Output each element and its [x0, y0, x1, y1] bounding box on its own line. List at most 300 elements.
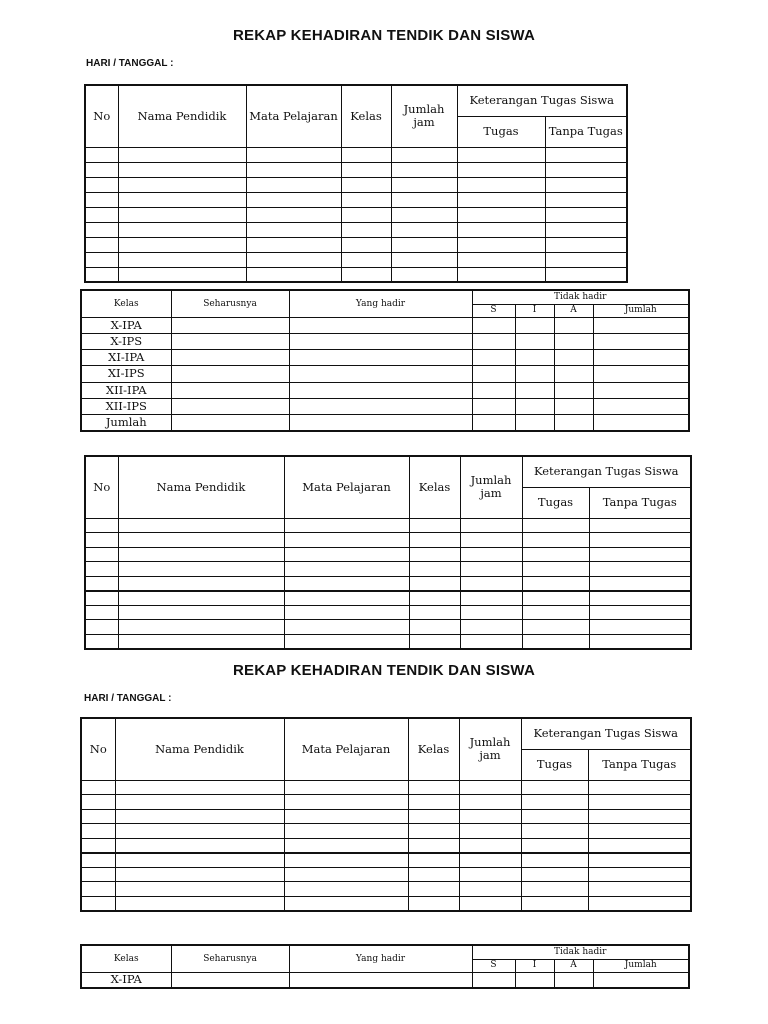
- empty-cell[interactable]: [246, 207, 341, 222]
- date-label: HARI / TANGGAL :: [86, 58, 174, 69]
- empty-cell[interactable]: [284, 838, 408, 853]
- empty-cell[interactable]: [341, 222, 391, 237]
- empty-cell[interactable]: [593, 382, 689, 398]
- empty-cell[interactable]: [554, 317, 593, 333]
- empty-cell[interactable]: [118, 634, 284, 649]
- empty-cell[interactable]: [81, 882, 115, 897]
- empty-cell[interactable]: [341, 147, 391, 162]
- empty-cell[interactable]: [85, 562, 118, 577]
- empty-cell[interactable]: [118, 620, 284, 635]
- empty-cell[interactable]: [545, 192, 627, 207]
- table-row: [81, 867, 691, 882]
- empty-cell[interactable]: [545, 207, 627, 222]
- table-row: [85, 620, 691, 635]
- table-row: [85, 237, 627, 252]
- empty-cell[interactable]: [521, 824, 588, 839]
- empty-cell[interactable]: [115, 867, 284, 882]
- empty-cell[interactable]: [459, 838, 521, 853]
- empty-cell[interactable]: [118, 605, 284, 620]
- empty-cell[interactable]: [459, 809, 521, 824]
- empty-cell[interactable]: [171, 366, 289, 382]
- empty-cell[interactable]: [521, 867, 588, 882]
- empty-cell[interactable]: [521, 795, 588, 810]
- empty-cell[interactable]: [341, 207, 391, 222]
- empty-cell[interactable]: [545, 177, 627, 192]
- empty-cell[interactable]: [289, 333, 472, 349]
- empty-cell[interactable]: [171, 972, 289, 988]
- empty-cell[interactable]: [284, 562, 409, 577]
- class-name: XI-IPS: [81, 366, 171, 382]
- empty-cell[interactable]: [588, 780, 691, 795]
- empty-cell[interactable]: [554, 366, 593, 382]
- empty-cell[interactable]: [118, 237, 246, 252]
- header-nama-pendidik: Nama Pendidik: [115, 718, 284, 780]
- empty-cell[interactable]: [521, 809, 588, 824]
- date-label-2: HARI / TANGGAL :: [84, 693, 172, 704]
- empty-cell[interactable]: [522, 562, 589, 577]
- table-row: [81, 809, 691, 824]
- empty-cell[interactable]: [522, 620, 589, 635]
- empty-cell[interactable]: [409, 562, 460, 577]
- empty-cell[interactable]: [472, 333, 515, 349]
- empty-cell[interactable]: [341, 237, 391, 252]
- empty-cell[interactable]: [284, 809, 408, 824]
- empty-cell[interactable]: [460, 605, 522, 620]
- header-jumlah-jam: Jumlah jam: [460, 456, 522, 518]
- empty-cell[interactable]: [515, 350, 554, 366]
- empty-cell[interactable]: [408, 795, 459, 810]
- empty-cell[interactable]: [118, 547, 284, 562]
- empty-cell[interactable]: [457, 162, 545, 177]
- empty-cell[interactable]: [85, 162, 118, 177]
- empty-cell[interactable]: [457, 267, 545, 282]
- empty-cell[interactable]: [118, 192, 246, 207]
- empty-cell[interactable]: [409, 620, 460, 635]
- empty-cell[interactable]: [472, 366, 515, 382]
- empty-cell[interactable]: [472, 382, 515, 398]
- empty-cell[interactable]: [545, 252, 627, 267]
- empty-cell[interactable]: [409, 533, 460, 548]
- header-kelas: Kelas: [81, 945, 171, 972]
- empty-cell[interactable]: [171, 382, 289, 398]
- empty-cell[interactable]: [459, 853, 521, 868]
- empty-cell[interactable]: [593, 350, 689, 366]
- empty-cell[interactable]: [81, 780, 115, 795]
- table-row: [81, 780, 691, 795]
- empty-cell[interactable]: [81, 896, 115, 911]
- class-name: X-IPS: [81, 333, 171, 349]
- empty-cell[interactable]: [459, 882, 521, 897]
- empty-cell[interactable]: [545, 162, 627, 177]
- empty-cell[interactable]: [554, 382, 593, 398]
- empty-cell[interactable]: [284, 795, 408, 810]
- empty-cell[interactable]: [457, 222, 545, 237]
- empty-cell[interactable]: [593, 972, 689, 988]
- empty-cell[interactable]: [408, 896, 459, 911]
- empty-cell[interactable]: [85, 222, 118, 237]
- table-row: [81, 398, 689, 414]
- empty-cell[interactable]: [115, 780, 284, 795]
- table-row: [85, 252, 627, 267]
- empty-cell[interactable]: [115, 882, 284, 897]
- empty-cell[interactable]: [391, 177, 457, 192]
- empty-cell[interactable]: [246, 147, 341, 162]
- empty-cell[interactable]: [85, 620, 118, 635]
- class-name: XI-IPA: [81, 350, 171, 366]
- empty-cell[interactable]: [81, 853, 115, 868]
- empty-cell[interactable]: [171, 333, 289, 349]
- empty-cell[interactable]: [593, 415, 689, 431]
- header-a: A: [554, 304, 593, 317]
- empty-cell[interactable]: [391, 147, 457, 162]
- empty-cell[interactable]: [171, 415, 289, 431]
- empty-cell[interactable]: [522, 547, 589, 562]
- empty-cell[interactable]: [521, 882, 588, 897]
- header-keterangan: Keterangan Tugas Siswa: [521, 718, 691, 749]
- empty-cell[interactable]: [554, 350, 593, 366]
- empty-cell[interactable]: [284, 780, 408, 795]
- empty-cell[interactable]: [85, 576, 118, 591]
- empty-cell[interactable]: [115, 853, 284, 868]
- empty-cell[interactable]: [289, 415, 472, 431]
- empty-cell[interactable]: [472, 350, 515, 366]
- form-title-2: REKAP KEHADIRAN TENDIK DAN SISWA: [233, 662, 535, 679]
- empty-cell[interactable]: [554, 333, 593, 349]
- empty-cell[interactable]: [284, 620, 409, 635]
- empty-cell[interactable]: [457, 207, 545, 222]
- empty-cell[interactable]: [284, 634, 409, 649]
- empty-cell[interactable]: [408, 882, 459, 897]
- empty-cell[interactable]: [118, 207, 246, 222]
- empty-cell[interactable]: [118, 147, 246, 162]
- empty-cell[interactable]: [593, 333, 689, 349]
- header-tanpa-tugas: Tanpa Tugas: [589, 487, 691, 518]
- empty-cell[interactable]: [85, 518, 118, 533]
- empty-cell[interactable]: [554, 398, 593, 414]
- table-row: [81, 853, 691, 868]
- empty-cell[interactable]: [284, 853, 408, 868]
- empty-cell[interactable]: [460, 533, 522, 548]
- empty-cell[interactable]: [408, 853, 459, 868]
- empty-cell[interactable]: [457, 192, 545, 207]
- empty-cell[interactable]: [593, 398, 689, 414]
- empty-cell[interactable]: [341, 252, 391, 267]
- empty-cell[interactable]: [85, 147, 118, 162]
- header-no: No: [85, 85, 118, 147]
- empty-cell[interactable]: [593, 317, 689, 333]
- empty-cell[interactable]: [588, 896, 691, 911]
- empty-cell[interactable]: [118, 267, 246, 282]
- table-row: [85, 634, 691, 649]
- empty-cell[interactable]: [408, 824, 459, 839]
- empty-cell[interactable]: [515, 382, 554, 398]
- teacher-attendance-table-3: [80, 717, 692, 912]
- header-mata-pelajaran: Mata Pelajaran: [246, 85, 341, 147]
- empty-cell[interactable]: [85, 591, 118, 606]
- empty-cell[interactable]: [391, 222, 457, 237]
- empty-cell[interactable]: [115, 838, 284, 853]
- class-name: XII-IPS: [81, 398, 171, 414]
- empty-cell[interactable]: [341, 162, 391, 177]
- empty-cell[interactable]: [588, 809, 691, 824]
- empty-cell[interactable]: [589, 634, 691, 649]
- empty-cell[interactable]: [85, 605, 118, 620]
- empty-cell[interactable]: [459, 824, 521, 839]
- empty-cell[interactable]: [118, 252, 246, 267]
- table-row: [85, 192, 627, 207]
- empty-cell[interactable]: [545, 267, 627, 282]
- teacher-attendance-table-2: [84, 455, 692, 650]
- empty-cell[interactable]: [460, 576, 522, 591]
- empty-cell[interactable]: [554, 415, 593, 431]
- empty-cell[interactable]: [472, 972, 515, 988]
- empty-cell[interactable]: [118, 222, 246, 237]
- empty-cell[interactable]: [284, 591, 409, 606]
- empty-cell[interactable]: [588, 867, 691, 882]
- empty-cell[interactable]: [289, 398, 472, 414]
- table-row: [81, 838, 691, 853]
- empty-cell[interactable]: [460, 620, 522, 635]
- empty-cell[interactable]: [85, 634, 118, 649]
- empty-cell[interactable]: [391, 252, 457, 267]
- empty-cell[interactable]: [85, 267, 118, 282]
- empty-cell[interactable]: [457, 252, 545, 267]
- empty-cell[interactable]: [459, 867, 521, 882]
- empty-cell[interactable]: [545, 237, 627, 252]
- table-row: [85, 605, 691, 620]
- empty-cell[interactable]: [115, 824, 284, 839]
- empty-cell[interactable]: [409, 576, 460, 591]
- empty-cell[interactable]: [522, 605, 589, 620]
- empty-cell[interactable]: [522, 576, 589, 591]
- empty-cell[interactable]: [118, 518, 284, 533]
- empty-cell[interactable]: [515, 317, 554, 333]
- empty-cell[interactable]: [460, 591, 522, 606]
- empty-cell[interactable]: [588, 795, 691, 810]
- empty-cell[interactable]: [391, 162, 457, 177]
- empty-cell[interactable]: [246, 162, 341, 177]
- empty-cell[interactable]: [246, 252, 341, 267]
- empty-cell[interactable]: [409, 634, 460, 649]
- table-row: [81, 350, 689, 366]
- empty-cell[interactable]: [472, 415, 515, 431]
- empty-cell[interactable]: [589, 562, 691, 577]
- header-mata-pelajaran: Mata Pelajaran: [284, 718, 408, 780]
- empty-cell[interactable]: [391, 267, 457, 282]
- empty-cell[interactable]: [589, 547, 691, 562]
- empty-cell[interactable]: [460, 634, 522, 649]
- header-no: No: [81, 718, 115, 780]
- empty-cell[interactable]: [118, 533, 284, 548]
- empty-cell[interactable]: [85, 252, 118, 267]
- empty-cell[interactable]: [589, 591, 691, 606]
- empty-cell[interactable]: [341, 192, 391, 207]
- teacher-attendance-table: [84, 84, 628, 283]
- empty-cell[interactable]: [545, 147, 627, 162]
- empty-cell[interactable]: [115, 896, 284, 911]
- header-jumlah: Jumlah: [593, 959, 689, 972]
- empty-cell[interactable]: [115, 809, 284, 824]
- header-mata-pelajaran: Mata Pelajaran: [284, 456, 409, 518]
- empty-cell[interactable]: [284, 547, 409, 562]
- empty-cell[interactable]: [284, 882, 408, 897]
- empty-cell[interactable]: [522, 591, 589, 606]
- empty-cell[interactable]: [246, 267, 341, 282]
- empty-cell[interactable]: [522, 518, 589, 533]
- header-kelas: Kelas: [341, 85, 391, 147]
- table-row: [85, 147, 627, 162]
- empty-cell[interactable]: [460, 518, 522, 533]
- empty-cell[interactable]: [118, 576, 284, 591]
- empty-cell[interactable]: [515, 333, 554, 349]
- empty-cell[interactable]: [522, 634, 589, 649]
- empty-cell[interactable]: [289, 317, 472, 333]
- empty-cell[interactable]: [81, 867, 115, 882]
- header-kelas: Kelas: [408, 718, 459, 780]
- empty-cell[interactable]: [85, 177, 118, 192]
- empty-cell[interactable]: [85, 207, 118, 222]
- empty-cell[interactable]: [589, 533, 691, 548]
- class-name: X-IPA: [81, 972, 171, 988]
- empty-cell[interactable]: [408, 780, 459, 795]
- empty-cell[interactable]: [284, 605, 409, 620]
- empty-cell[interactable]: [588, 838, 691, 853]
- empty-cell[interactable]: [289, 366, 472, 382]
- empty-cell[interactable]: [521, 780, 588, 795]
- empty-cell[interactable]: [85, 192, 118, 207]
- empty-cell[interactable]: [171, 398, 289, 414]
- table-row: [81, 824, 691, 839]
- empty-cell[interactable]: [521, 896, 588, 911]
- empty-cell[interactable]: [457, 147, 545, 162]
- empty-cell[interactable]: [118, 562, 284, 577]
- table-row: [81, 972, 689, 988]
- table-row: [81, 333, 689, 349]
- header-tugas: Tugas: [522, 487, 589, 518]
- empty-cell[interactable]: [284, 824, 408, 839]
- empty-cell[interactable]: [521, 838, 588, 853]
- empty-cell[interactable]: [284, 576, 409, 591]
- empty-cell[interactable]: [589, 605, 691, 620]
- empty-cell[interactable]: [85, 547, 118, 562]
- empty-cell[interactable]: [85, 533, 118, 548]
- empty-cell[interactable]: [284, 518, 409, 533]
- header-keterangan: Keterangan Tugas Siswa: [522, 456, 691, 487]
- empty-cell[interactable]: [115, 795, 284, 810]
- empty-cell[interactable]: [515, 398, 554, 414]
- empty-cell[interactable]: [460, 547, 522, 562]
- empty-cell[interactable]: [522, 533, 589, 548]
- empty-cell[interactable]: [118, 162, 246, 177]
- empty-cell[interactable]: [118, 591, 284, 606]
- empty-cell[interactable]: [85, 237, 118, 252]
- empty-cell[interactable]: [589, 620, 691, 635]
- header-tanpa-tugas: Tanpa Tugas: [588, 749, 691, 780]
- header-i: I: [515, 959, 554, 972]
- empty-cell[interactable]: [521, 853, 588, 868]
- empty-cell[interactable]: [593, 366, 689, 382]
- header-tidak-hadir: Tidak hadir: [472, 290, 689, 304]
- empty-cell[interactable]: [408, 867, 459, 882]
- empty-cell[interactable]: [81, 838, 115, 853]
- empty-cell[interactable]: [588, 853, 691, 868]
- empty-cell[interactable]: [289, 382, 472, 398]
- empty-cell[interactable]: [118, 177, 246, 192]
- empty-cell[interactable]: [554, 972, 593, 988]
- header-jumlah-jam: Jumlah jam: [391, 85, 457, 147]
- empty-cell[interactable]: [246, 177, 341, 192]
- empty-cell[interactable]: [246, 237, 341, 252]
- empty-cell[interactable]: [171, 350, 289, 366]
- empty-cell[interactable]: [515, 366, 554, 382]
- empty-cell[interactable]: [409, 591, 460, 606]
- empty-cell[interactable]: [460, 562, 522, 577]
- empty-cell[interactable]: [391, 192, 457, 207]
- table-row: [85, 518, 691, 533]
- empty-cell[interactable]: [391, 237, 457, 252]
- header-kelas: Kelas: [81, 290, 171, 317]
- table-row: [85, 207, 627, 222]
- empty-cell[interactable]: [81, 824, 115, 839]
- empty-cell[interactable]: [409, 547, 460, 562]
- empty-cell[interactable]: [459, 896, 521, 911]
- header-nama-pendidik: Nama Pendidik: [118, 456, 284, 518]
- empty-cell[interactable]: [246, 222, 341, 237]
- header-s: S: [472, 304, 515, 317]
- empty-cell[interactable]: [589, 576, 691, 591]
- table-row: [85, 267, 627, 282]
- empty-cell[interactable]: [588, 882, 691, 897]
- empty-cell[interactable]: [341, 177, 391, 192]
- empty-cell[interactable]: [171, 317, 289, 333]
- table-row: [81, 382, 689, 398]
- empty-cell[interactable]: [284, 896, 408, 911]
- form-title: REKAP KEHADIRAN TENDIK DAN SISWA: [233, 27, 535, 44]
- empty-cell[interactable]: [515, 415, 554, 431]
- table-row: [85, 576, 691, 591]
- empty-cell[interactable]: [588, 824, 691, 839]
- empty-cell[interactable]: [246, 192, 341, 207]
- empty-cell[interactable]: [457, 237, 545, 252]
- empty-cell[interactable]: [341, 267, 391, 282]
- empty-cell[interactable]: [289, 972, 472, 988]
- empty-cell[interactable]: [408, 809, 459, 824]
- table-row: [81, 317, 689, 333]
- empty-cell[interactable]: [81, 795, 115, 810]
- empty-cell[interactable]: [391, 207, 457, 222]
- empty-cell[interactable]: [457, 177, 545, 192]
- header-yang-hadir: Yang hadir: [289, 290, 472, 317]
- empty-cell[interactable]: [284, 533, 409, 548]
- empty-cell[interactable]: [459, 795, 521, 810]
- header-jumlah-jam: Jumlah jam: [459, 718, 521, 780]
- empty-cell[interactable]: [459, 780, 521, 795]
- empty-cell[interactable]: [81, 809, 115, 824]
- table-row: [81, 795, 691, 810]
- empty-cell[interactable]: [284, 867, 408, 882]
- table-row: [85, 162, 627, 177]
- empty-cell[interactable]: [515, 972, 554, 988]
- empty-cell[interactable]: [408, 838, 459, 853]
- empty-cell[interactable]: [409, 605, 460, 620]
- empty-cell[interactable]: [409, 518, 460, 533]
- header-nama-pendidik: Nama Pendidik: [118, 85, 246, 147]
- empty-cell[interactable]: [472, 317, 515, 333]
- empty-cell[interactable]: [545, 222, 627, 237]
- empty-cell[interactable]: [472, 398, 515, 414]
- empty-cell[interactable]: [289, 350, 472, 366]
- empty-cell[interactable]: [589, 518, 691, 533]
